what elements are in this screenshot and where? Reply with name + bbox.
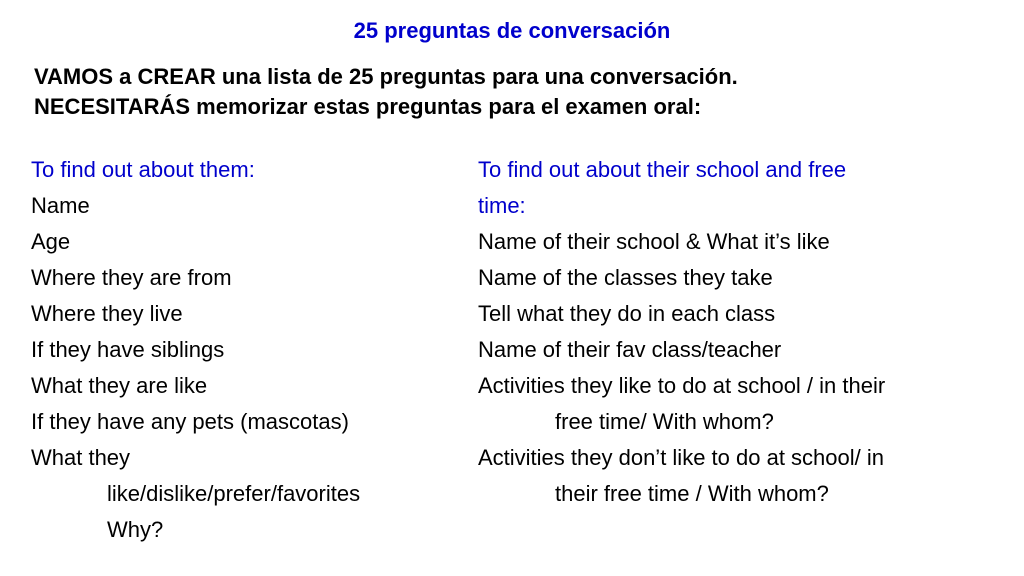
intro-line-1: VAMOS a CREAR una lista de 25 preguntas para una conversación. xyxy=(34,64,738,89)
left-item-personality: What they are like xyxy=(31,373,208,398)
right-item-likes-continued: free time/ With whom? xyxy=(555,409,774,434)
left-item-age: Age xyxy=(31,229,71,254)
intro-text xyxy=(34,62,994,122)
left-item-pets: If they have any pets (mascotas) xyxy=(31,409,349,434)
left-item-preferences: What they xyxy=(31,445,131,470)
right-item-dislikes: Activities they don’t like to do at school/ in xyxy=(478,445,884,470)
right-column-heading-line-2: time: xyxy=(478,193,526,218)
right-column xyxy=(478,152,1008,512)
intro-line-2: NECESITARÁS memorizar estas preguntas para el examen oral: xyxy=(34,94,702,119)
left-column-heading: To find out about them: xyxy=(31,157,255,182)
left-item-siblings: If they have siblings xyxy=(31,337,225,362)
right-item-classes: Name of the classes they take xyxy=(478,265,773,290)
left-item-name: Name xyxy=(31,193,90,218)
left-column xyxy=(31,152,451,548)
left-item-residence: Where they live xyxy=(31,301,183,326)
left-item-origin: Where they are from xyxy=(31,265,232,290)
right-item-likes: Activities they like to do at school / in their xyxy=(478,373,886,398)
left-item-why: Why? xyxy=(107,517,164,542)
right-item-school-name: Name of their school & What it’s like xyxy=(478,229,830,254)
right-item-dislikes-continued: their free time / With whom? xyxy=(555,481,829,506)
left-item-preferences-continued: like/dislike/prefer/favorites xyxy=(107,481,361,506)
right-column-heading-line-1: To find out about their school and free xyxy=(478,157,847,182)
right-item-class-activities: Tell what they do in each class xyxy=(478,301,776,326)
slide-title: 25 preguntas de conversación xyxy=(353,18,671,43)
right-item-favorite-class: Name of their fav class/teacher xyxy=(478,337,782,362)
